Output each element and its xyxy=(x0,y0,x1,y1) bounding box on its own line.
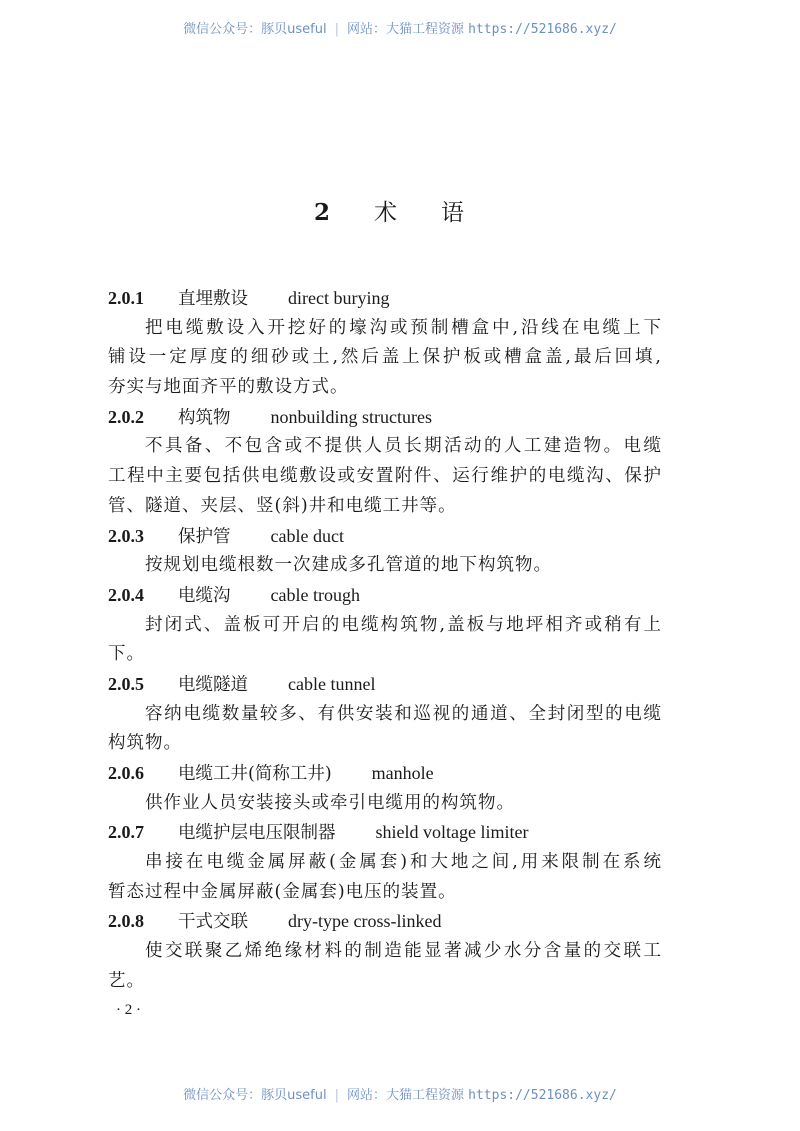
term-definition-line: 把电缆敷设入开挖好的壕沟或预制槽盒中,沿线在电缆上下 xyxy=(145,317,662,338)
term-chinese: 构筑物 xyxy=(178,407,231,428)
term-entry xyxy=(108,403,662,522)
term-number: 2.0.5 xyxy=(108,673,144,694)
term-entry xyxy=(108,284,662,403)
term-chinese: 干式交联 xyxy=(178,912,248,933)
term-heading xyxy=(108,759,662,789)
chapter-title-char: 术 xyxy=(374,200,397,226)
term-number: 2.0.1 xyxy=(108,288,144,308)
term-definition-line: 串接在电缆金属屏蔽(金属套)和大地之间,用来限制在系统 xyxy=(145,852,662,873)
term-heading xyxy=(108,670,662,700)
term-definition-line: 铺设一定厚度的细砂或土,然后盖上保护板或槽盒盖,最后回填, xyxy=(108,347,662,368)
term-english: direct burying xyxy=(288,288,390,308)
term-number: 2.0.8 xyxy=(108,911,144,932)
watermark-separator: | xyxy=(334,1088,339,1103)
term-english: manhole xyxy=(371,763,434,783)
term-entry xyxy=(108,907,662,996)
chapter-title xyxy=(0,194,800,227)
term-definition-line: 艺。 xyxy=(108,970,145,991)
term-definition-line: 不具备、不包含或不提供人员长期活动的人工建造物。电缆 xyxy=(145,436,662,457)
watermark-wechat: 微信公众号：豚贝useful xyxy=(183,22,327,37)
term-definition-line: 构筑物。 xyxy=(108,733,182,754)
watermark-wechat: 微信公众号：豚贝useful xyxy=(183,1088,327,1103)
terms-list xyxy=(108,284,662,997)
term-entry xyxy=(108,522,662,581)
term-english: nonbuilding structures xyxy=(270,406,432,427)
term-english: cable tunnel xyxy=(288,673,376,694)
term-number: 2.0.4 xyxy=(108,584,144,605)
term-definition-line: 暂态过程中金属屏蔽(金属套)电压的装置。 xyxy=(108,881,457,902)
chapter-number: 2 xyxy=(313,199,330,226)
watermark-top xyxy=(0,18,800,37)
term-entry xyxy=(108,759,662,818)
term-definition-line: 封闭式、盖板可开启的电缆构筑物,盖板与地坪相齐或稍有上 xyxy=(145,614,662,635)
term-english: dry-type cross-linked xyxy=(288,911,442,932)
watermark-site: 网站：大猫工程资源 xyxy=(346,1088,464,1103)
term-definition-line: 工程中主要包括供电缆敷设或安置附件、运行维护的电缆沟、保护 xyxy=(108,466,662,487)
term-definition-line: 下。 xyxy=(108,644,145,665)
term-heading xyxy=(108,581,662,611)
watermark-bottom xyxy=(0,1084,800,1103)
watermark-url-link[interactable]: https://521686.xyz/ xyxy=(468,22,617,37)
term-chinese: 直埋敷设 xyxy=(178,289,248,309)
term-heading xyxy=(108,907,662,937)
chapter-title-char: 语 xyxy=(441,200,464,226)
term-english: shield voltage limiter xyxy=(375,822,529,843)
term-number: 2.0.3 xyxy=(108,525,144,546)
watermark-separator: | xyxy=(334,22,339,37)
term-heading xyxy=(108,522,662,552)
term-entry xyxy=(108,818,662,907)
term-definition-line: 使交联聚乙烯绝缘材料的制造能显著减少水分含量的交联工 xyxy=(145,941,662,962)
term-chinese: 电缆工井(简称工井) xyxy=(178,764,332,784)
term-heading xyxy=(108,284,662,314)
term-definition-line: 容纳电缆数量较多、有供安装和巡视的通道、全封闭型的电缆 xyxy=(145,703,662,724)
term-heading xyxy=(108,818,662,848)
term-definition-line: 按规划电缆根数一次建成多孔管道的地下构筑物。 xyxy=(145,555,552,576)
watermark-url-link[interactable]: https://521686.xyz/ xyxy=(468,1088,617,1103)
term-number: 2.0.2 xyxy=(108,406,144,427)
term-number: 2.0.6 xyxy=(108,763,144,783)
term-definition-line: 夯实与地面齐平的敷设方式。 xyxy=(108,377,349,398)
term-chinese: 电缆沟 xyxy=(178,585,231,606)
term-definition-line: 供作业人员安装接头或牵引电缆用的构筑物。 xyxy=(145,792,515,813)
term-chinese: 电缆护层电压限制器 xyxy=(178,823,336,844)
term-entry xyxy=(108,581,662,670)
page-number: · 2 · xyxy=(116,1002,141,1018)
term-number: 2.0.7 xyxy=(108,822,144,843)
term-chinese: 保护管 xyxy=(178,526,231,547)
term-chinese: 电缆隧道 xyxy=(178,674,248,695)
term-entry xyxy=(108,670,662,759)
watermark-site: 网站：大猫工程资源 xyxy=(346,22,464,37)
term-heading xyxy=(108,403,662,433)
term-english: cable trough xyxy=(270,584,360,605)
term-definition-line: 管、隧道、夹层、竖(斜)井和电缆工井等。 xyxy=(108,495,457,516)
term-english: cable duct xyxy=(270,525,344,546)
